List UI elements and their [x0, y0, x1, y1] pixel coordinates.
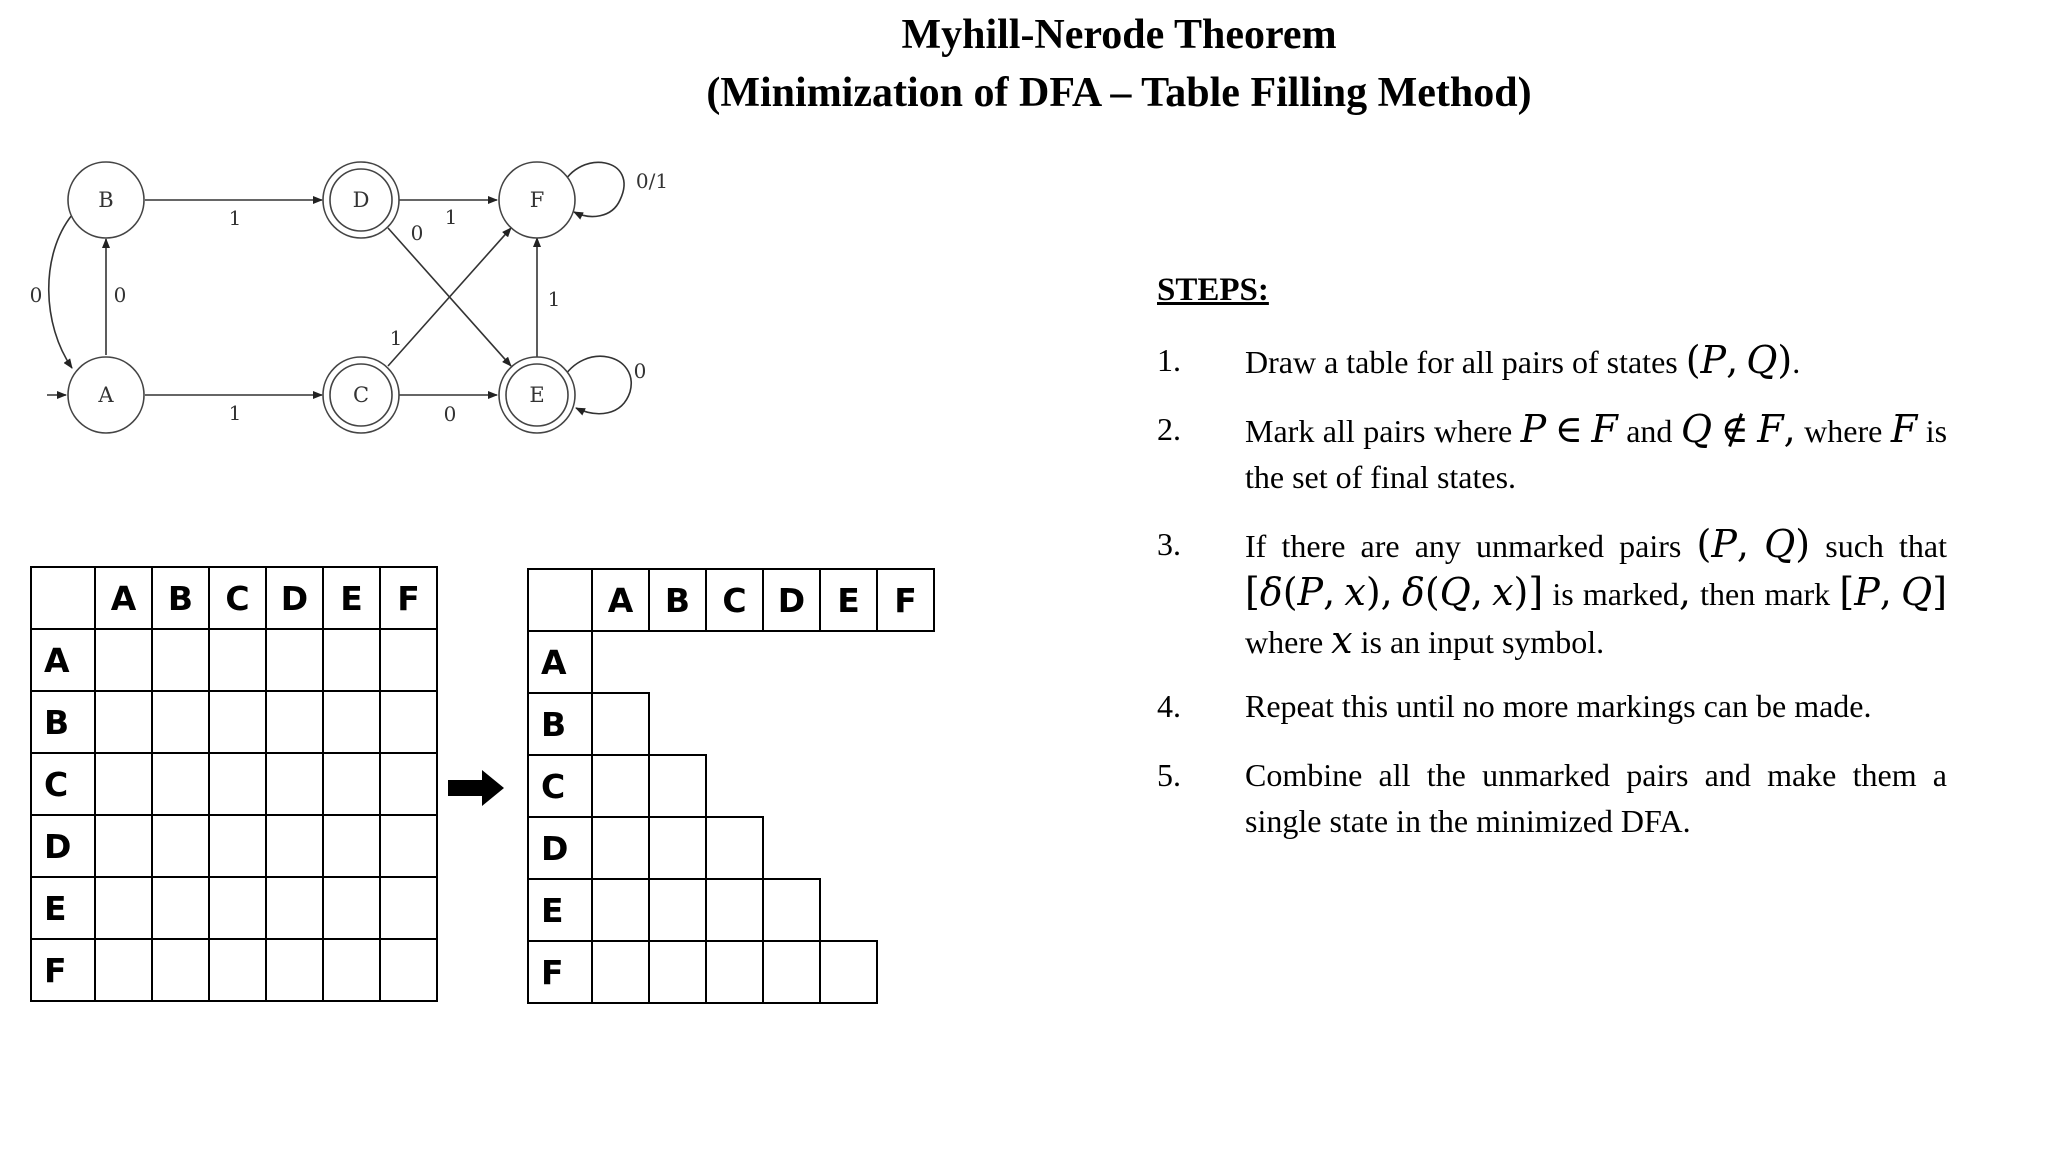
col-header-F: F: [877, 569, 934, 631]
row-header-C: C: [31, 753, 95, 815]
col-header-C: C: [209, 567, 266, 629]
right-arrow-icon: [448, 768, 506, 808]
edge-label-C-F: 1: [389, 326, 403, 350]
edge-label-F-loop: 0/1: [635, 169, 669, 193]
edge-label-B-A: 0: [29, 283, 43, 307]
step-text: Combine all the unmarked pairs and make them a single state in the minimized DFA.: [1245, 757, 1947, 839]
step-text: Mark all pairs where P ∈ F and Q ∉ F, where F is the set of final states.: [1245, 407, 1948, 495]
row-header-B: B: [31, 691, 95, 753]
title-line-1: Myhill-Nerode Theorem: [901, 12, 1337, 58]
edge-B-A: [49, 215, 72, 368]
step-number: 1.: [1157, 342, 1181, 378]
row-header-A: A: [31, 629, 95, 691]
state-label-C: C: [352, 383, 370, 407]
col-header-A: A: [95, 567, 152, 629]
step-number: 5.: [1157, 757, 1181, 793]
step-number: 4.: [1157, 688, 1181, 724]
edge-label-B-D: 1: [228, 206, 242, 230]
row-header-E: E: [31, 877, 95, 939]
triangular-pair-table: [527, 568, 935, 1004]
row-header-A: A: [528, 631, 592, 693]
col-header-E: E: [820, 569, 877, 631]
col-header-D: D: [266, 567, 323, 629]
edge-label-E-F: 1: [547, 287, 561, 311]
row-header-F: F: [528, 941, 592, 1003]
col-header-F: F: [380, 567, 437, 629]
step-number: 2.: [1157, 411, 1181, 447]
edge-label-A-B: 0: [113, 283, 127, 307]
title-line-2: (Minimization of DFA – Table Filling Method): [706, 70, 1532, 116]
edge-label-D-E: 0: [410, 221, 424, 245]
row-header-E: E: [528, 879, 592, 941]
state-label-E: E: [529, 383, 545, 407]
row-header-F: F: [31, 939, 95, 1001]
state-label-A: A: [98, 383, 114, 407]
col-header-A: A: [592, 569, 649, 631]
edge-label-A-C: 1: [228, 401, 242, 425]
row-header-C: C: [528, 755, 592, 817]
step-number: 3.: [1157, 526, 1181, 562]
state-label-B: B: [98, 188, 114, 212]
col-header-B: B: [649, 569, 706, 631]
row-header-D: D: [528, 817, 592, 879]
step-text: If there are any unmarked pairs (P, Q) such that [δ(P, x), δ(Q, x)] is marked, then mark [P, Q] where x is an input symbol.: [1245, 522, 1948, 662]
col-header-B: B: [152, 567, 209, 629]
steps-heading: STEPS:: [1157, 272, 1269, 308]
edge-label-E-loop: 0: [633, 359, 647, 383]
col-header-E: E: [323, 567, 380, 629]
edge-label-D-F: 1: [444, 205, 458, 229]
step-text: Repeat this until no more markings can be made.: [1245, 688, 1872, 724]
row-header-D: D: [31, 815, 95, 877]
full-pair-table: [30, 566, 438, 1002]
col-header-D: D: [763, 569, 820, 631]
col-header-C: C: [706, 569, 763, 631]
step-text: Draw a table for all pairs of states (P, Q).: [1245, 338, 1801, 382]
dfa-diagram: [0, 140, 700, 440]
state-label-F: F: [529, 188, 545, 212]
state-label-D: D: [352, 188, 370, 212]
edge-label-C-E: 0: [443, 402, 457, 426]
row-header-B: B: [528, 693, 592, 755]
